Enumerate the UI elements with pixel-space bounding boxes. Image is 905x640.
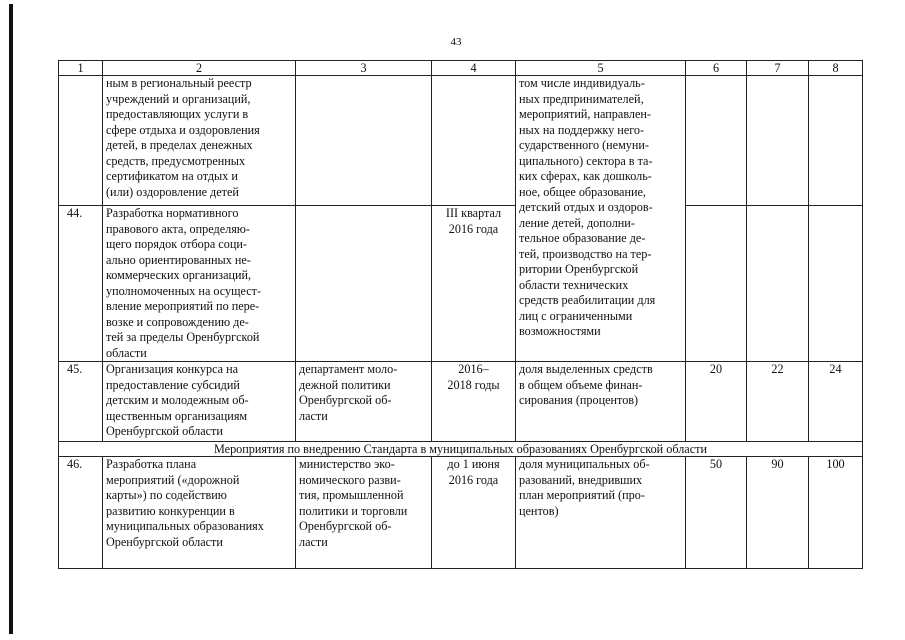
cell-text-line: муниципальных образованиях: [106, 519, 264, 533]
cell-text-line: центов): [519, 503, 559, 518]
header-cell-3: 3: [296, 61, 432, 76]
deadline-cell: [432, 457, 516, 569]
responsible-cell: [296, 457, 432, 569]
cell-text-line: ласти: [299, 534, 328, 549]
row-number-cell: 44.: [59, 206, 103, 362]
cell-text-line: детским и молодежным об-: [106, 393, 249, 407]
cell-text-line: щественным организациям: [106, 408, 248, 423]
cell-text-line: Разработка нормативного: [106, 206, 239, 220]
cell-text-line: ципального) сектора в та-: [519, 153, 653, 168]
value-2016-cell: [686, 76, 747, 206]
indicator-cell: [516, 457, 686, 569]
measure-cell: [103, 206, 296, 362]
table-row: [59, 457, 863, 569]
header-cell-5: 5: [516, 61, 686, 76]
measure-cell: [103, 362, 296, 442]
cell-text-line: области технических: [519, 277, 629, 292]
cell-text-line: политики и торговли: [299, 503, 408, 518]
cell-text-line: области: [106, 345, 147, 360]
cell-text-line: мероприятий («дорожной: [106, 472, 240, 487]
cell-text-line: ных предпринимателей,: [519, 91, 644, 106]
cell-text-line: детей, в пределах денежных: [106, 138, 253, 152]
table-row: [59, 362, 863, 442]
responsible-cell: [296, 76, 432, 206]
deadline-cell: [432, 206, 516, 362]
left-margin-bar: [9, 4, 13, 634]
cell-text-line: развитию конкуренции в: [106, 503, 235, 518]
value-2018-cell: 24: [809, 362, 863, 442]
cell-text-line: сертификатом на отдых и: [106, 169, 238, 183]
cell-text-line: 2016 года: [448, 221, 499, 236]
cell-text-line: Оренбургской об-: [299, 393, 392, 407]
cell-text-line: сударственного (немуни-: [519, 138, 649, 152]
header-cell-8: 8: [809, 61, 863, 76]
value-2017-cell: 22: [747, 362, 809, 442]
section-heading-row: [59, 442, 863, 457]
indicator-cell: [516, 76, 686, 362]
cell-text-line: предоставление субсидий: [106, 377, 240, 392]
value-2016-cell: 20: [686, 362, 747, 442]
cell-text-line: средств, предусмотренных: [106, 153, 246, 168]
header-row: [59, 61, 863, 76]
cell-text-line: 2018 годы: [447, 377, 500, 392]
cell-text-line: правового акта, определяю-: [106, 221, 250, 236]
cell-text-line: ление детей, дополни-: [519, 215, 635, 230]
value-2016-cell: [686, 206, 747, 362]
cell-text-line: коммерческих организаций,: [106, 268, 252, 282]
cell-text-line: Оренбургской области: [106, 424, 223, 438]
measure-cell: [103, 76, 296, 206]
cell-text-line: ритории Оренбургской: [519, 262, 639, 276]
cell-text-line: учреждений и организаций,: [106, 91, 251, 106]
value-2017-cell: 90: [747, 457, 809, 569]
cell-text-line: тельное образование де-: [519, 231, 646, 245]
deadline-cell: [432, 362, 516, 442]
cell-text-line: ких сферах, как дошколь-: [519, 169, 652, 183]
page-number: 43: [450, 36, 462, 48]
header-cell-1: 1: [59, 61, 103, 76]
cell-text-line: тей за пределы Оренбургской: [106, 330, 260, 344]
deadline-cell: [432, 76, 516, 206]
cell-text-line: ное, общее образование,: [519, 184, 646, 199]
cell-text-line: Организация конкурса на: [106, 362, 239, 376]
value-2017-cell: [747, 76, 809, 206]
indicator-cell: [516, 362, 686, 442]
measures-table: [58, 60, 863, 569]
row-number-cell: 45.: [59, 362, 103, 442]
cell-text-line: ных на поддержку него-: [519, 122, 645, 137]
cell-text-line: вление мероприятий по пере-: [106, 299, 260, 313]
cell-text-line: ласти: [299, 408, 328, 423]
value-2018-cell: [809, 76, 863, 206]
cell-text-line: тей, производство на тер-: [519, 246, 652, 261]
cell-text-line: возможностями: [519, 324, 601, 338]
value-2018-cell: 100: [809, 457, 863, 569]
value-2016-cell: 50: [686, 457, 747, 569]
cell-text-line: возке и сопровождению де-: [106, 314, 249, 329]
cell-text-line: министерство эко-: [299, 457, 395, 471]
responsible-cell: [296, 362, 432, 442]
row-number-cell: 46.: [59, 457, 103, 569]
cell-text-line: лиц с ограниченными: [519, 308, 633, 323]
responsible-cell: [296, 206, 432, 362]
measure-cell: [103, 457, 296, 569]
header-cell-4: 4: [432, 61, 516, 76]
header-cell-2: 2: [103, 61, 296, 76]
cell-text-line: план мероприятий (про-: [519, 488, 645, 502]
table-row: [59, 76, 863, 206]
cell-text-line: карты») по содействию: [106, 488, 227, 502]
cell-text-line: том числе индивидуаль-: [519, 76, 645, 90]
cell-text-line: дежной политики: [299, 377, 391, 392]
cell-text-line: тия, промышленной: [299, 488, 404, 502]
cell-text-line: III квартал: [445, 206, 502, 220]
cell-text-line: в общем объеме финан-: [519, 377, 643, 392]
cell-text-line: (или) оздоровление детей: [106, 184, 239, 199]
cell-text-line: сфере отдыха и оздоровления: [106, 122, 260, 137]
cell-text-line: детский отдых и оздоров-: [519, 200, 653, 214]
cell-text-line: Оренбургской об-: [299, 519, 392, 533]
cell-text-line: средств реабилитации для: [519, 293, 656, 307]
cell-text-line: доля выделенных средств: [519, 362, 653, 376]
section-heading: Мероприятия по внедрению Стандарта в муниципальных образованиях Оренбургской области: [59, 442, 863, 457]
cell-text-line: щего порядок отбора соци-: [106, 237, 247, 251]
header-cell-6: 6: [686, 61, 747, 76]
cell-text-line: номического разви-: [299, 472, 401, 487]
cell-text-line: доля муниципальных об-: [519, 457, 650, 471]
cell-text-line: сирования (процентов): [519, 393, 639, 407]
cell-text-line: уполномоченных на осущест-: [106, 283, 262, 298]
cell-text-line: Оренбургской области: [106, 534, 223, 549]
value-2018-cell: [809, 206, 863, 362]
cell-text-line: до 1 июня: [447, 457, 500, 471]
cell-text-line: Разработка плана: [106, 457, 197, 471]
cell-text-line: ально ориентированных не-: [106, 252, 251, 267]
cell-text-line: ным в региональный реестр: [106, 76, 252, 90]
value-2017-cell: [747, 206, 809, 362]
table-row: [59, 206, 863, 362]
row-number-cell: [59, 76, 103, 206]
cell-text-line: разований, внедривших: [519, 472, 643, 487]
cell-text-line: 2016 года: [448, 472, 499, 487]
cell-text-line: 2016–: [458, 362, 489, 376]
cell-text-line: мероприятий, направлен-: [519, 107, 651, 121]
cell-text-line: департамент моло-: [299, 362, 398, 376]
cell-text-line: предоставляющих услуги в: [106, 107, 249, 121]
header-cell-7: 7: [747, 61, 809, 76]
